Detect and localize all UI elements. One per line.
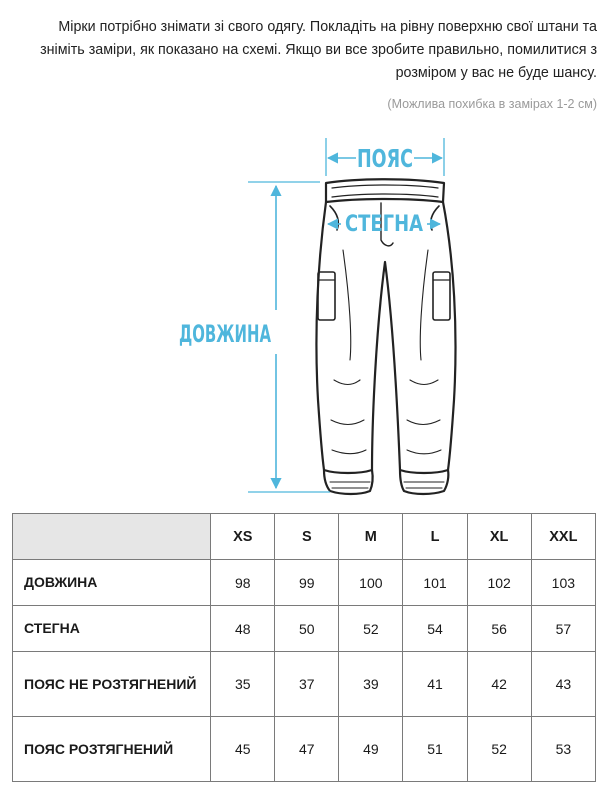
- table-row: [13, 717, 596, 782]
- waist-label: ПОЯС: [357, 144, 413, 173]
- table-cell: 103: [531, 560, 595, 606]
- table-cell: 56: [467, 606, 531, 652]
- table-row: [13, 652, 596, 717]
- table-cell: 45: [211, 717, 275, 782]
- table-cell: 101: [403, 560, 467, 606]
- length-measurement: [179, 182, 330, 492]
- table-cell: 49: [339, 717, 403, 782]
- size-s-header: S: [275, 514, 339, 560]
- table-cell: 102: [467, 560, 531, 606]
- table-cell: 39: [339, 652, 403, 717]
- table-cell: 99: [275, 560, 339, 606]
- size-m-header: M: [339, 514, 403, 560]
- row-label-waist-stretched: ПОЯС РОЗТЯГНЕНИЙ: [13, 717, 211, 782]
- table-row: [13, 560, 596, 606]
- size-xs-header: XS: [211, 514, 275, 560]
- table-cell: 57: [531, 606, 595, 652]
- size-xxl-header: XXL: [531, 514, 595, 560]
- table-cell: 51: [403, 717, 467, 782]
- table-cell: 43: [531, 652, 595, 717]
- table-cell: 52: [467, 717, 531, 782]
- size-l-header: L: [403, 514, 467, 560]
- pants-measurement-diagram: [0, 120, 609, 500]
- table-cell: 48: [211, 606, 275, 652]
- row-label-waist-unstretched: ПОЯС НЕ РОЗТЯГНЕНИЙ: [13, 652, 211, 717]
- table-cell: 50: [275, 606, 339, 652]
- hips-label: СТЕГНА: [345, 212, 423, 237]
- table-cell: 41: [403, 652, 467, 717]
- row-label-length: ДОВЖИНА: [13, 560, 211, 606]
- length-label: ДОВЖИНА: [179, 320, 272, 348]
- table-cell: 42: [467, 652, 531, 717]
- table-corner-cell: [13, 514, 211, 560]
- table-cell: 53: [531, 717, 595, 782]
- size-chart-table: [12, 513, 596, 782]
- table-cell: 37: [275, 652, 339, 717]
- row-label-hips: СТЕГНА: [13, 606, 211, 652]
- size-header-row: [13, 514, 596, 560]
- table-cell: 98: [211, 560, 275, 606]
- table-cell: 52: [339, 606, 403, 652]
- waist-measurement: [326, 138, 444, 176]
- table-cell: 47: [275, 717, 339, 782]
- table-cell: 100: [339, 560, 403, 606]
- instructions-text: Мірки потрібно знімати зі свого одягу. Покладіть на рівну поверхню свої штани та зніміть заміри, як показано на схемі. Якщо ви все зробите правильно, помилитися з розміром у вас не буде шансу.: [40, 19, 597, 81]
- table-row: [13, 606, 596, 652]
- hips-measurement: [328, 212, 440, 237]
- size-xl-header: XL: [467, 514, 531, 560]
- measurement-error-note: (Можлива похибка в замірах 1-2 см): [387, 97, 597, 111]
- table-cell: 35: [211, 652, 275, 717]
- table-cell: 54: [403, 606, 467, 652]
